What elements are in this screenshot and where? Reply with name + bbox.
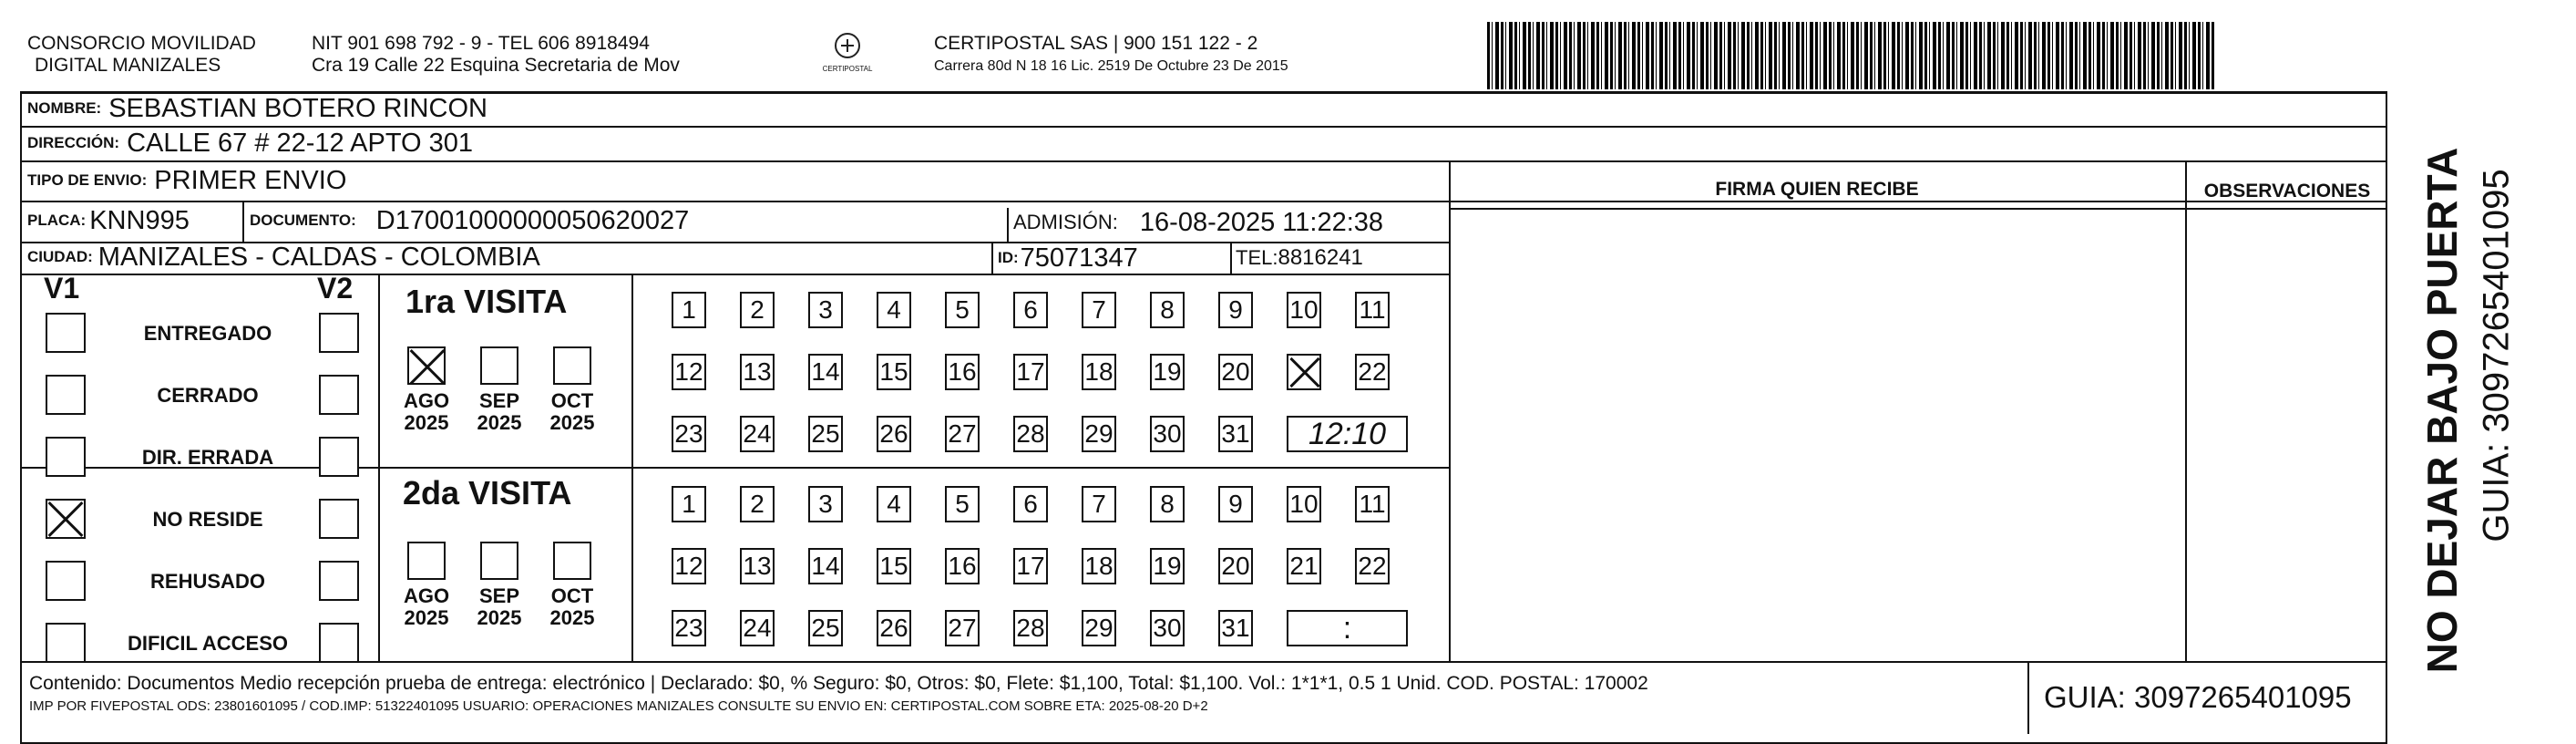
v2-header: V2	[317, 272, 354, 305]
status-label: DIR. ERRADA	[141, 446, 274, 469]
visit1-day-box[interactable]: 3	[808, 292, 843, 328]
visit1-day-box[interactable]: 26	[877, 416, 911, 452]
visit1-month-checkbox[interactable]	[553, 346, 591, 385]
visit2-month-label: SEP 2025	[477, 584, 522, 629]
visit1-day-box[interactable]: 10	[1287, 292, 1321, 328]
status-label: ENTREGADO	[143, 322, 272, 345]
visit1-day-box[interactable]: 2	[740, 292, 775, 328]
documento-field: DOCUMENTO: D17001000000050620027	[250, 205, 690, 235]
visit2-day-box[interactable]: 25	[808, 610, 843, 646]
visit1-day-box[interactable]: 29	[1082, 416, 1116, 452]
status-label: NO RESIDE	[152, 508, 263, 531]
visit2-day-box[interactable]: 16	[945, 548, 980, 584]
visit2-day-box[interactable]: 22	[1355, 548, 1390, 584]
status-label: CERRADO	[157, 384, 259, 407]
v2-checkbox-5[interactable]	[319, 623, 359, 663]
v1-header: V1	[44, 272, 80, 305]
visit1-day-box[interactable]: 14	[808, 354, 843, 390]
visit1-day-box[interactable]: 4	[877, 292, 911, 328]
visit1-day-box[interactable]: 17	[1013, 354, 1048, 390]
guia-footer: GUIA: 3097265401095	[2044, 680, 2352, 714]
visit2-month-label: AGO 2025	[403, 584, 450, 629]
visit1-day-box[interactable]: 7	[1082, 292, 1116, 328]
visit2-day-box[interactable]: 18	[1082, 548, 1116, 584]
visit2-day-box[interactable]: 11	[1355, 486, 1390, 522]
certipostal-logo: CERTIPOSTAL	[816, 31, 879, 73]
visit1-day-box[interactable]: 24	[740, 416, 775, 452]
contenido-text: Contenido: Documentos Medio recepción prueba de entrega: electrónico | Declarado: $0, % Seguro: $0, Otros: $0, Flete: $1,100, Total: $1,100. Vol.: 1*1*1, 0.5 1 Unid. COD. POSTAL: 170002	[29, 673, 1648, 694]
firma-header: FIRMA QUIEN RECIBE	[1715, 179, 1919, 200]
visit1-month-label: OCT 2025	[549, 389, 595, 434]
visit1-day-box[interactable]: 5	[945, 292, 980, 328]
v1-checkbox-5[interactable]	[46, 623, 86, 663]
imp-text: IMP POR FIVEPOSTAL ODS: 23801601095 / COD.IMP: 51322401095 USUARIO: OPERACIONES MANIZALES CONSULTE SU ENVIO EN: CERTIPOSTAL.COM SOBRE ETA: 2025-08-20 D+2	[29, 698, 1208, 714]
visit2-day-box[interactable]: 28	[1013, 610, 1048, 646]
courier-name: CERTIPOSTAL SAS | 900 151 122 - 2	[934, 33, 1258, 54]
v2-checkbox-3[interactable]	[319, 499, 359, 539]
visit1-day-box[interactable]: 20	[1218, 354, 1253, 390]
visit2-day-box[interactable]: 26	[877, 610, 911, 646]
visit1-day-box[interactable]: 16	[945, 354, 980, 390]
signature-area[interactable]	[1451, 210, 2185, 660]
visit1-day-box[interactable]: 30	[1150, 416, 1185, 452]
placa-field: PLACA: KNN995	[27, 205, 190, 235]
visit2-day-box[interactable]: 24	[740, 610, 775, 646]
visit1-day-box[interactable]: 25	[808, 416, 843, 452]
visit1-day-box[interactable]: 6	[1013, 292, 1048, 328]
tel-field: TEL: 8816241	[1236, 245, 1363, 270]
visit1-day-box[interactable]: 12	[672, 354, 706, 390]
visit1-month-label: AGO 2025	[403, 389, 450, 434]
visit1-day-box[interactable]: 22	[1355, 354, 1390, 390]
visit2-title: 2da VISITA	[403, 474, 572, 512]
observaciones-header: OBSERVACIONES	[2203, 181, 2371, 202]
visit2-month-checkbox[interactable]	[553, 542, 591, 580]
v1-checkbox-4[interactable]	[46, 561, 86, 601]
barcode	[1487, 22, 2216, 89]
visit2-day-box[interactable]: 2	[740, 486, 775, 522]
visit2-day-box[interactable]: 13	[740, 548, 775, 584]
visit1-month-label: SEP 2025	[477, 389, 522, 434]
direccion-row: DIRECCIÓN: CALLE 67 # 22-12 APTO 301	[27, 128, 474, 158]
visit2-day-box[interactable]: 29	[1082, 610, 1116, 646]
v2-checkbox-2[interactable]	[319, 437, 359, 477]
v2-checkbox-0[interactable]	[319, 313, 359, 353]
observations-area[interactable]	[2187, 210, 2386, 660]
visit2-day-box[interactable]: 10	[1287, 486, 1321, 522]
v1-checkbox-1[interactable]	[46, 375, 86, 415]
visit1-day-box[interactable]: 28	[1013, 416, 1048, 452]
no-dejar-warning: NO DEJAR BAJO PUERTA	[2418, 147, 2466, 674]
visit1-day-box[interactable]: 19	[1150, 354, 1185, 390]
visit2-day-box[interactable]: 3	[808, 486, 843, 522]
visit1-day-box[interactable]: 13	[740, 354, 775, 390]
tipo-envio-row: TIPO DE ENVIO: PRIMER ENVIO	[27, 165, 347, 195]
ciudad-field: CIUDAD: MANIZALES - CALDAS - COLOMBIA	[27, 242, 540, 272]
visit2-month-checkbox[interactable]	[407, 542, 446, 580]
side-guia: GUIA: 3097265401095	[2476, 169, 2517, 542]
visit2-day-box[interactable]: 19	[1150, 548, 1185, 584]
visit1-time-box[interactable]: 12:10	[1287, 416, 1408, 452]
visit2-month-checkbox[interactable]	[480, 542, 518, 580]
visit1-day-box[interactable]: 15	[877, 354, 911, 390]
visit1-day-box[interactable]: 11	[1355, 292, 1390, 328]
admision-field: ADMISIÓN: 16-08-2025 11:22:38	[1013, 207, 1384, 237]
courier-address: Carrera 80d N 18 16 Lic. 2519 De Octubre 23 De 2015	[934, 58, 1288, 74]
visit1-day-box[interactable]: 23	[672, 416, 706, 452]
visit2-day-box[interactable]: 5	[945, 486, 980, 522]
visit2-day-box[interactable]: 23	[672, 610, 706, 646]
v2-checkbox-4[interactable]	[319, 561, 359, 601]
visit2-day-box[interactable]: 21	[1287, 548, 1321, 584]
visit2-day-box[interactable]: 30	[1150, 610, 1185, 646]
company-name: CONSORCIO MOVILIDAD DIGITAL MANIZALES	[27, 33, 256, 76]
v1-checkbox-0[interactable]	[46, 313, 86, 353]
visit2-day-box[interactable]: 12	[672, 548, 706, 584]
status-label: REHUSADO	[150, 570, 265, 593]
visit2-day-box[interactable]: 4	[877, 486, 911, 522]
visit1-day-box[interactable]: 9	[1218, 292, 1253, 328]
visit2-day-box[interactable]: 17	[1013, 548, 1048, 584]
visit2-day-box[interactable]: 6	[1013, 486, 1048, 522]
visit2-day-box[interactable]: 14	[808, 548, 843, 584]
visit1-day-box[interactable]: 27	[945, 416, 980, 452]
visit1-month-checkbox[interactable]	[480, 346, 518, 385]
visit2-day-box[interactable]: 9	[1218, 486, 1253, 522]
v1-checkbox-2[interactable]	[46, 437, 86, 477]
visit2-day-box[interactable]: 8	[1150, 486, 1185, 522]
visit2-day-box[interactable]: 7	[1082, 486, 1116, 522]
visit1-day-box[interactable]: 1	[672, 292, 706, 328]
visit1-day-box[interactable]: 31	[1218, 416, 1253, 452]
visit2-day-box[interactable]: 15	[877, 548, 911, 584]
visit2-time-box[interactable]: :	[1287, 610, 1408, 646]
visit2-day-box[interactable]: 1	[672, 486, 706, 522]
nombre-row: NOMBRE: SEBASTIAN BOTERO RINCON	[27, 93, 487, 123]
visit1-month-checkbox[interactable]	[407, 346, 446, 385]
visit2-day-box[interactable]: 31	[1218, 610, 1253, 646]
visit2-day-box[interactable]: 20	[1218, 548, 1253, 584]
company-info: NIT 901 698 792 - 9 - TEL 606 8918494 Cra 19 Calle 22 Esquina Secretaria de Mov	[312, 33, 680, 76]
visit2-month-label: OCT 2025	[549, 584, 595, 629]
id-field: ID: 75071347	[998, 243, 1138, 273]
visit1-day-box[interactable]: 18	[1082, 354, 1116, 390]
visit2-day-box[interactable]: 27	[945, 610, 980, 646]
v1-checkbox-3[interactable]	[46, 499, 86, 539]
status-label: DIFICIL ACCESO	[127, 632, 288, 655]
visit1-title: 1ra VISITA	[405, 283, 568, 320]
v2-checkbox-1[interactable]	[319, 375, 359, 415]
visit1-day-box[interactable]	[1287, 354, 1321, 390]
visit1-day-box[interactable]: 8	[1150, 292, 1185, 328]
